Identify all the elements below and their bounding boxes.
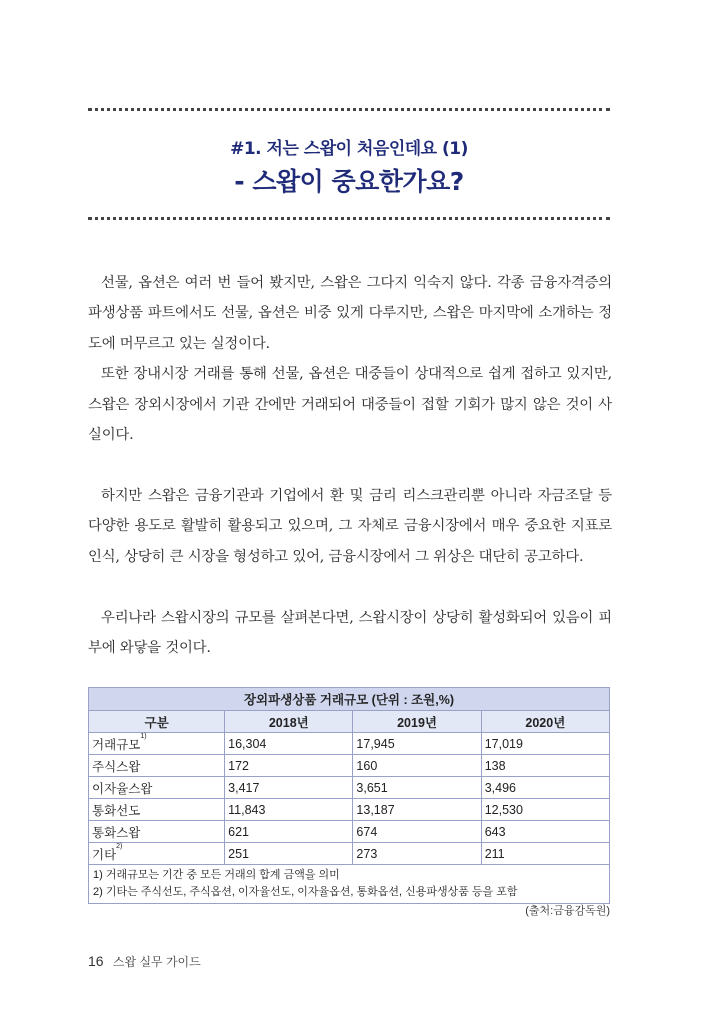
row-label: 이자율스왑: [89, 777, 225, 799]
table-row: [89, 799, 610, 821]
book-title: 스왑 실무 가이드: [112, 955, 201, 969]
row-label: 통화스왑: [89, 821, 225, 843]
footnote-2: 2) 기타는 주식선도, 주식옵션, 이자율선도, 이자율옵션, 통화옵션, 신용파생상품 등을 포함: [93, 886, 518, 898]
top-dotted-divider: [88, 108, 610, 111]
header-2019: 2019년: [353, 711, 481, 733]
paragraph-1: 선물, 옵션은 여러 번 들어 봤지만, 스왑은 그다지 익숙지 않다. 각종 금융자격증의 파생상품 파트에서도 선물, 옵션은 비중 있게 다루지만, 스왑은 마지막에 소개하는 정도에 머무르고 있는 실정이다.: [88, 275, 612, 352]
table-footnotes: [89, 865, 610, 904]
cell-value: 16,304: [225, 733, 353, 755]
header-category: 구분: [89, 711, 225, 733]
paragraph-3: 하지만 스왑은 금융기관과 기업에서 환 및 금리 리스크관리뿐 아니라 자금조달 등 다양한 용도로 활발히 활용되고 있으며, 그 자체로 금융시장에서 매우 중요한 지표로 인식, 상당히 큰 시장을 형성하고 있어, 금융시장에서 그 위상은 대단히 공고하다.: [88, 488, 612, 565]
cell-value: 211: [481, 843, 609, 865]
cell-value: 12,530: [481, 799, 609, 821]
paragraph-2: 또한 장내시장 거래를 통해 선물, 옵션은 대중들이 상대적으로 쉽게 접하고 있지만, 스왑은 장외시장에서 기관 간에만 거래되어 대중들이 접할 기회가 많지 않은 것이 사실이다.: [88, 366, 612, 444]
table-row: [89, 843, 610, 865]
table-source: (출처:금융감독원): [525, 905, 610, 917]
row-label: 기타$^{2)}$: [89, 843, 225, 865]
table-row: [89, 821, 610, 843]
paragraph-4: 우리나라 스왑시장의 규모를 살펴본다면, 스왑시장이 상당히 활성화되어 있음이 피부에 와닿을 것이다.: [88, 610, 612, 657]
cell-value: 621: [225, 821, 353, 843]
cell-value: 3,651: [353, 777, 481, 799]
row-label: 주식스왑: [89, 755, 225, 777]
cell-value: 160: [353, 755, 481, 777]
cell-value: 13,187: [353, 799, 481, 821]
cell-value: 138: [481, 755, 609, 777]
page-number: 16: [88, 953, 104, 969]
cell-value: 251: [225, 843, 353, 865]
section-title: - 스왑이 중요한가요?: [234, 167, 464, 196]
cell-value: 17,945: [353, 733, 481, 755]
header-2020: 2020년: [481, 711, 609, 733]
table-caption: 장외파생상품 거래규모 (단위 : 조원,%): [89, 688, 610, 711]
header-2018: 2018년: [225, 711, 353, 733]
row-label: 통화선도: [89, 799, 225, 821]
paragraph-block-2: [88, 481, 612, 572]
paragraph-block-3: [88, 603, 612, 664]
cell-value: 3,417: [225, 777, 353, 799]
bottom-dotted-divider: [88, 217, 610, 220]
table-row: [89, 777, 610, 799]
table-row: [89, 733, 610, 755]
section-subtitle: #1. 저는 스왑이 처음인데요 (1): [230, 139, 468, 159]
cell-value: 674: [353, 821, 481, 843]
cell-value: 273: [353, 843, 481, 865]
table-row: [89, 755, 610, 777]
row-label: 거래규모$^{1)}$: [89, 733, 225, 755]
otc-derivatives-table: [88, 687, 610, 904]
cell-value: 11,843: [225, 799, 353, 821]
cell-value: 3,496: [481, 777, 609, 799]
cell-value: 643: [481, 821, 609, 843]
table-header-row: [89, 711, 610, 733]
paragraph-block-1: [88, 268, 612, 450]
page-footer: [88, 953, 201, 970]
footnote-1: 1) 거래규모는 기간 중 모든 거래의 합계 금액을 의미: [93, 869, 340, 881]
cell-value: 172: [225, 755, 353, 777]
cell-value: 17,019: [481, 733, 609, 755]
